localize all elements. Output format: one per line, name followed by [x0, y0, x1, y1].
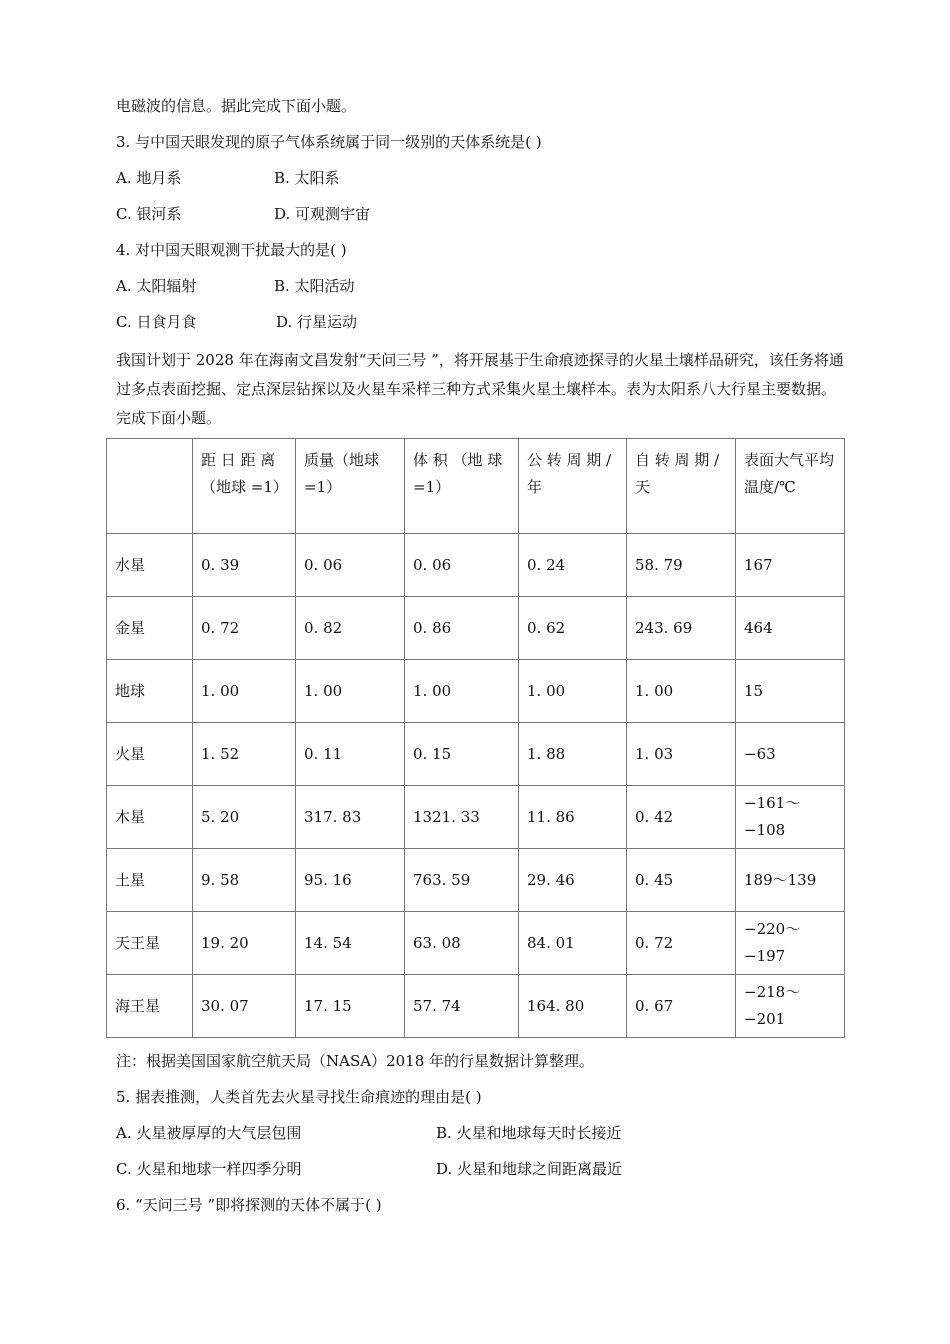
question-4-option-b: B. 太阳活动 — [274, 277, 355, 295]
question-4-option-c: C. 日食月食 — [116, 313, 197, 331]
table-cell: 0. 67 — [627, 975, 736, 1038]
table-header-cell: 距 日 距 离（地球 =1） — [193, 439, 296, 534]
question-4-option-a: A. 太阳辐射 — [116, 277, 197, 295]
table-cell: 1. 00 — [193, 660, 296, 723]
table-cell: 63. 08 — [405, 912, 519, 975]
table-cell: 0. 06 — [405, 534, 519, 597]
planet-data-table — [106, 438, 845, 1038]
table-header-cell — [107, 439, 193, 534]
table-row — [107, 849, 845, 912]
question-3-option-b: B. 太阳系 — [274, 169, 340, 187]
table-cell: 0. 24 — [519, 534, 627, 597]
intro-tail: 电磁波的信息。据此完成下面小题。 — [116, 97, 357, 115]
question-5-option-c: C. 火星和地球一样四季分明 — [116, 1160, 302, 1178]
table-cell: 5. 20 — [193, 786, 296, 849]
table-cell: 58. 79 — [627, 534, 736, 597]
question-5-option-b: B. 火星和地球每天时长接近 — [436, 1124, 622, 1142]
question-3-stem: 3. 与中国天眼发现的原子气体系统属于同一级别的天体系统是( ) — [116, 133, 542, 151]
table-cell: 1. 88 — [519, 723, 627, 786]
table-cell: 164. 80 — [519, 975, 627, 1038]
table-row — [107, 786, 845, 849]
table-cell: 0. 42 — [627, 786, 736, 849]
table-cell: 0. 06 — [296, 534, 405, 597]
table-cell: 464 — [736, 597, 845, 660]
table-row — [107, 975, 845, 1038]
planet-name-cell: 天王星 — [107, 912, 193, 975]
table-row — [107, 723, 845, 786]
table-cell: 1. 00 — [405, 660, 519, 723]
table-cell: 0. 62 — [519, 597, 627, 660]
passage-paragraph: 我国计划于 2028 年在海南文昌发射“天问三号 ”，将开展基于生命痕迹探寻的火星土壤样品研究，该任务将通过多点表面挖掘、定点深层钻探以及火星车采样三种方式采集火星土壤样本。表为太阳系八大行星主要数据。完成下面小题。 — [116, 351, 844, 427]
table-header-row — [107, 439, 845, 534]
question-3-option-c: C. 银河系 — [116, 205, 182, 223]
table-row — [107, 597, 845, 660]
table-cell: 95. 16 — [296, 849, 405, 912]
table-cell: 763. 59 — [405, 849, 519, 912]
table-cell: −63 — [736, 723, 845, 786]
table-cell: 1321. 33 — [405, 786, 519, 849]
table-cell: −161～−108 — [736, 786, 845, 849]
table-cell: 167 — [736, 534, 845, 597]
table-cell: 14. 54 — [296, 912, 405, 975]
question-4-option-d: D. 行星运动 — [276, 313, 358, 331]
planet-name-cell: 水星 — [107, 534, 193, 597]
table-cell: 0. 15 — [405, 723, 519, 786]
planet-name-cell: 土星 — [107, 849, 193, 912]
table-cell: 0. 72 — [193, 597, 296, 660]
table-cell: 0. 39 — [193, 534, 296, 597]
table-cell: 1. 03 — [627, 723, 736, 786]
table-cell: 1. 00 — [627, 660, 736, 723]
table-cell: 0. 11 — [296, 723, 405, 786]
question-4-stem: 4. 对中国天眼观测干扰最大的是( ) — [116, 241, 347, 259]
table-cell: 1. 00 — [296, 660, 405, 723]
table-header-cell: 自 转 周 期 /天 — [627, 439, 736, 534]
table-cell: 19. 20 — [193, 912, 296, 975]
table-cell: 0. 72 — [627, 912, 736, 975]
table-header-cell: 公 转 周 期 /年 — [519, 439, 627, 534]
table-cell: 17. 15 — [296, 975, 405, 1038]
table-cell: 1. 00 — [519, 660, 627, 723]
question-5-stem: 5. 据表推测，人类首先去火星寻找生命痕迹的理由是( ) — [116, 1088, 482, 1106]
table-note: 注：根据美国国家航空航天局（NASA）2018 年的行星数据计算整理。 — [116, 1052, 595, 1070]
planet-name-cell: 火星 — [107, 723, 193, 786]
table-row — [107, 912, 845, 975]
table-cell: 317. 83 — [296, 786, 405, 849]
question-5-option-d: D. 火星和地球之间距离最近 — [436, 1160, 623, 1178]
table-cell: −218～−201 — [736, 975, 845, 1038]
question-6-stem: 6. “天问三号 ”即将探测的天体不属于( ) — [116, 1196, 382, 1214]
table-row — [107, 660, 845, 723]
planet-name-cell: 海王星 — [107, 975, 193, 1038]
table-cell: 29. 46 — [519, 849, 627, 912]
planet-name-cell: 地球 — [107, 660, 193, 723]
table-cell: 30. 07 — [193, 975, 296, 1038]
table-cell: −220～−197 — [736, 912, 845, 975]
table-cell: 0. 86 — [405, 597, 519, 660]
table-cell: 57. 74 — [405, 975, 519, 1038]
table-cell: 84. 01 — [519, 912, 627, 975]
table-header-cell: 质量（地球 =1） — [296, 439, 405, 534]
question-3-option-a: A. 地月系 — [116, 169, 182, 187]
table-cell: 15 — [736, 660, 845, 723]
table-header-cell: 体 积 （地 球 =1） — [405, 439, 519, 534]
planet-name-cell: 金星 — [107, 597, 193, 660]
table-cell: 189～139 — [736, 849, 845, 912]
table-header-cell: 表面大气平均温度/℃ — [736, 439, 845, 534]
table-cell: 0. 82 — [296, 597, 405, 660]
table-row — [107, 534, 845, 597]
table-cell: 0. 45 — [627, 849, 736, 912]
table-cell: 11. 86 — [519, 786, 627, 849]
table-cell: 9. 58 — [193, 849, 296, 912]
table-cell: 1. 52 — [193, 723, 296, 786]
question-3-option-d: D. 可观测宇宙 — [274, 205, 371, 223]
planet-name-cell: 木星 — [107, 786, 193, 849]
table-cell: 243. 69 — [627, 597, 736, 660]
question-5-option-a: A. 火星被厚厚的大气层包围 — [116, 1124, 302, 1142]
